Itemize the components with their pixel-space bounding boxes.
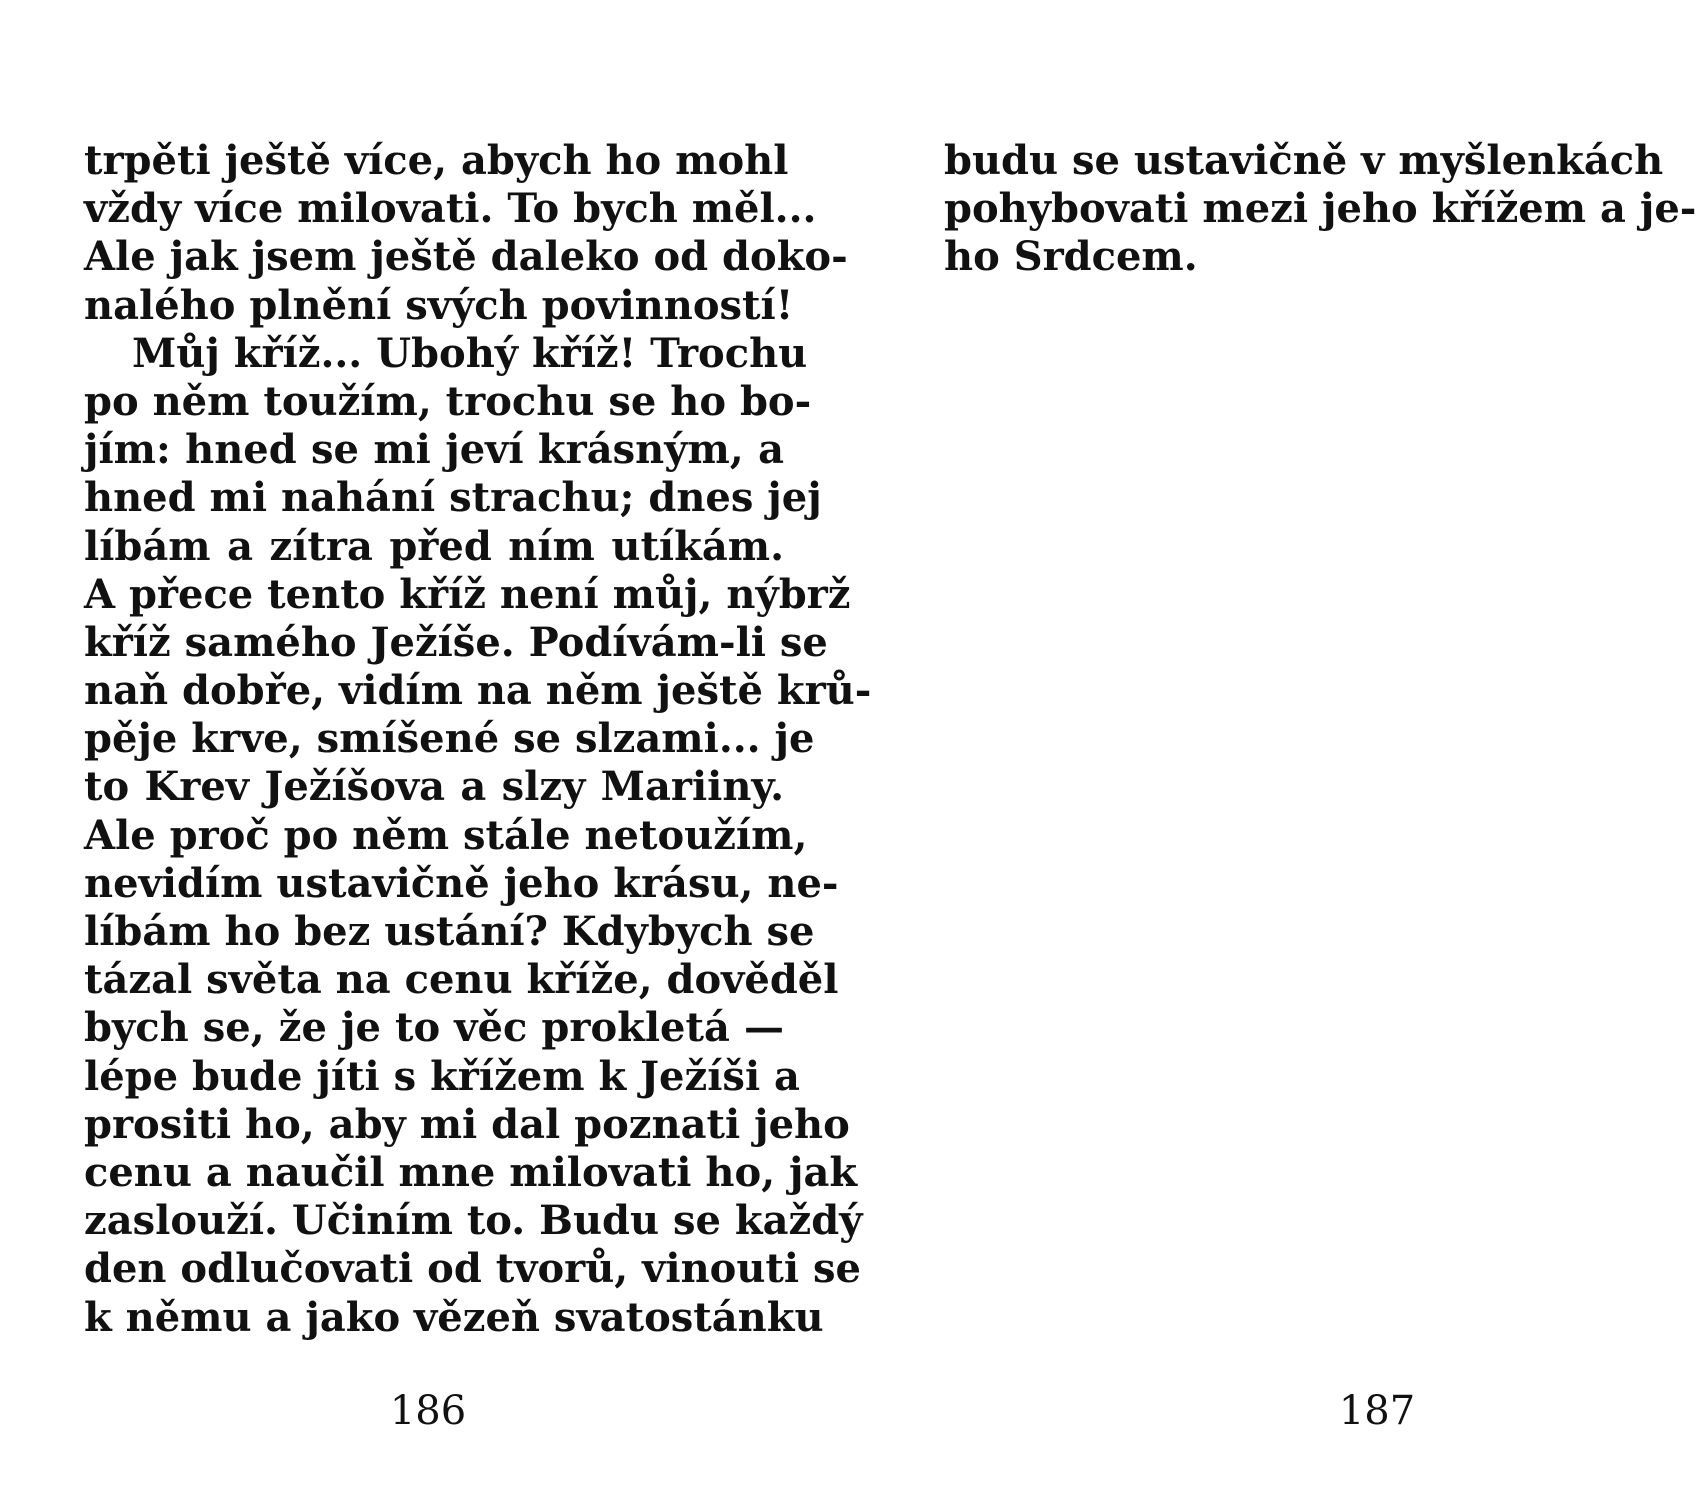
text-line: den odlučovati od tvorů, vinouti se <box>84 1245 861 1293</box>
text-line: bych se, že je to věc prokletá — <box>84 1004 784 1052</box>
text-line: trpěti ještě více, abych ho mohl <box>84 137 789 184</box>
text-line: lépe bude jíti s křížem k Ježíši a <box>84 1052 800 1100</box>
right-page <box>852 0 1704 1500</box>
left-page-text <box>84 137 872 1342</box>
text-line: líbám a zítra před ním utíkám. <box>84 522 784 570</box>
text-line: pěje krve, smíšené se slzami... je <box>84 715 815 763</box>
text-line: cenu a naučil mne milovati ho, jak <box>84 1148 858 1196</box>
page-number: 187 <box>1338 1388 1416 1434</box>
text-line: pohybovati mezi jeho křížem a je- <box>944 185 1697 233</box>
text-line: tázal světa na cenu kříže, dověděl <box>84 956 839 1004</box>
text-line: ho Srdcem. <box>944 233 1198 281</box>
text-line: jím: hned se mi jeví krásným, a <box>84 426 784 474</box>
right-page-text <box>944 137 1697 282</box>
text-line: naň dobře, vidím na něm ještě krů- <box>84 667 872 715</box>
text-line: hned mi nahání strachu; dnes jej <box>84 474 822 522</box>
text-line: to Krev Ježíšova a slzy Mariiny. <box>84 763 784 811</box>
text-line: prositi ho, aby mi dal poznati jeho <box>84 1100 850 1148</box>
text-line: budu se ustavičně v myšlenkách <box>944 137 1664 184</box>
text-line: líbám ho bez ustání? Kdybych se <box>84 908 815 955</box>
text-line: zaslouží. Učiním to. Budu se každý <box>84 1197 863 1245</box>
text-line: A přece tento kříž není můj, nýbrž <box>84 570 851 618</box>
text-line: kříž samého Ježíše. Podívám-li se <box>84 618 828 666</box>
text-line: Můj kříž... Ubohý kříž! Trochu <box>132 329 808 377</box>
text-line: k němu a jako vězeň svatostánku <box>84 1293 824 1341</box>
text-line: vždy více milovati. To bych měl... <box>84 185 817 233</box>
text-line: nalého plnění svých povinností! <box>84 281 794 329</box>
text-line: Ale jak jsem ještě daleko od doko- <box>84 233 848 281</box>
page-number: 186 <box>389 1388 467 1434</box>
text-line: Ale proč po něm stále netoužím, <box>84 811 808 859</box>
text-line: po něm toužím, trochu se ho bo- <box>84 377 812 425</box>
text-line: nevidím ustavičně jeho krásu, ne- <box>84 859 839 907</box>
